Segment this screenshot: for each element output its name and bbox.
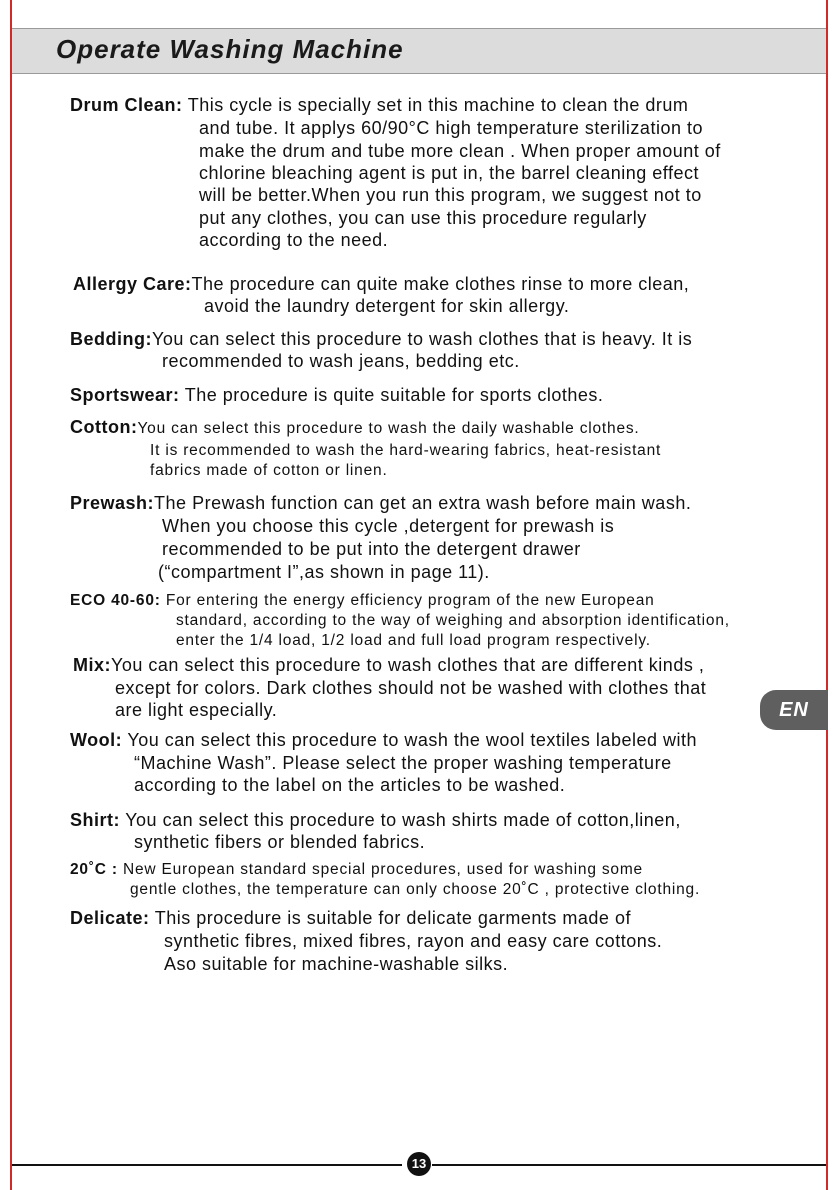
entry-text: The Prewash function can get an extra wash before main wash. — [154, 493, 692, 513]
entry-text: according to the label on the articles to be washed. — [134, 775, 566, 795]
entry-text: synthetic fibers or blended fabrics. — [134, 832, 426, 852]
entry-term: Cotton: — [70, 417, 138, 437]
entry-text: The procedure can quite make clothes rinse to more clean, — [191, 274, 690, 294]
entry-allergy-care — [73, 273, 689, 295]
footer-rule-right — [432, 1164, 826, 1166]
entry-text: You can select this procedure to wash clothes that are different kinds , — [111, 655, 705, 675]
entry-delicate — [70, 907, 631, 929]
entry-term: Wool: — [70, 730, 123, 750]
entry-bedding — [70, 328, 692, 350]
entry-text: It is recommended to wash the hard-wearing fabrics, heat-resistant — [150, 442, 662, 459]
entry-text: (“compartment I”,as shown in page 11). — [158, 562, 490, 582]
page-border-right — [826, 0, 828, 1190]
entry-mix — [73, 654, 704, 676]
entry-text: synthetic fibres, mixed fibres, rayon and easy care cottons. — [164, 931, 663, 951]
entry-text: For entering the energy efficiency program of the new European — [165, 592, 655, 609]
footer-rule-left — [12, 1164, 402, 1166]
entry-text: recommended to wash jeans, bedding etc. — [162, 351, 520, 371]
entry-shirt — [70, 809, 681, 831]
page-title: Operate Washing Machine — [56, 34, 404, 64]
entry-text: and tube. It applys 60/90°C high temperature sterilization to — [199, 118, 703, 138]
entry-drum-clean — [70, 94, 688, 116]
entry-text: When you choose this cycle ,detergent for prewash is — [162, 516, 615, 536]
entry-text: fabrics made of cotton or linen. — [150, 462, 388, 479]
entry-text: New European standard special procedures, used for washing some — [122, 861, 643, 878]
language-tab: EN — [760, 690, 828, 730]
entry-term: ECO 40-60: — [70, 592, 161, 609]
entry-text: recommended to be put into the detergent drawer — [162, 539, 581, 559]
entry-term: Shirt: — [70, 810, 120, 830]
entry-term: Drum Clean: — [70, 95, 183, 115]
entry-text: standard, according to the way of weighing and absorption identification, — [176, 612, 730, 629]
entry-text: according to the need. — [199, 230, 389, 250]
entry-text: You can select this procedure to wash the wool textiles labeled with — [127, 730, 697, 750]
entry-text: except for colors. Dark clothes should not be washed with clothes that — [115, 678, 707, 698]
entry-text: avoid the laundry detergent for skin allergy. — [204, 296, 570, 316]
entry-term: Delicate: — [70, 908, 150, 928]
entry-term: Prewash: — [70, 493, 155, 513]
entry-text: “Machine Wash”. Please select the proper washing temperature — [134, 753, 672, 773]
entry-text: You can select this procedure to wash shirts made of cotton,linen, — [125, 810, 681, 830]
entry-text: make the drum and tube more clean . When proper amount of — [199, 141, 721, 161]
entry-term: Sportswear: — [70, 385, 180, 405]
entry-text: The procedure is quite suitable for sports clothes. — [184, 385, 604, 405]
entry-term: 20˚C : — [70, 861, 118, 878]
entry-prewash — [70, 492, 691, 514]
entry-sportswear — [70, 384, 603, 406]
entry-wool — [70, 729, 697, 751]
entry-20c — [70, 859, 643, 880]
entry-text: chlorine bleaching agent is put in, the barrel cleaning effect — [199, 163, 699, 183]
entry-text: gentle clothes, the temperature can only choose 20˚C , protective clothing. — [130, 881, 701, 898]
entry-text: will be better.When you run this program, we suggest not to — [199, 185, 702, 205]
entry-cotton — [70, 416, 640, 439]
entry-text: put any clothes, you can use this procedure regularly — [199, 208, 647, 228]
entry-term: Allergy Care: — [73, 274, 192, 294]
entry-text: Aso suitable for machine-washable silks. — [164, 954, 509, 974]
entry-eco-40-60 — [70, 590, 655, 611]
entry-text: You can select this procedure to wash clothes that is heavy. It is — [152, 329, 693, 349]
entry-term: Mix: — [73, 655, 111, 675]
entry-text: enter the 1/4 load, 1/2 load and full load program respectively. — [176, 632, 651, 649]
entry-text: This procedure is suitable for delicate garments made of — [154, 908, 631, 928]
entry-text: are light especially. — [115, 700, 278, 720]
entry-text: This cycle is specially set in this machine to clean the drum — [187, 95, 689, 115]
entry-term: Bedding: — [70, 329, 152, 349]
entry-text: You can select this procedure to wash the daily washable clothes. — [137, 420, 640, 437]
page-border-left — [10, 0, 12, 1190]
page-number: 13 — [407, 1152, 431, 1176]
